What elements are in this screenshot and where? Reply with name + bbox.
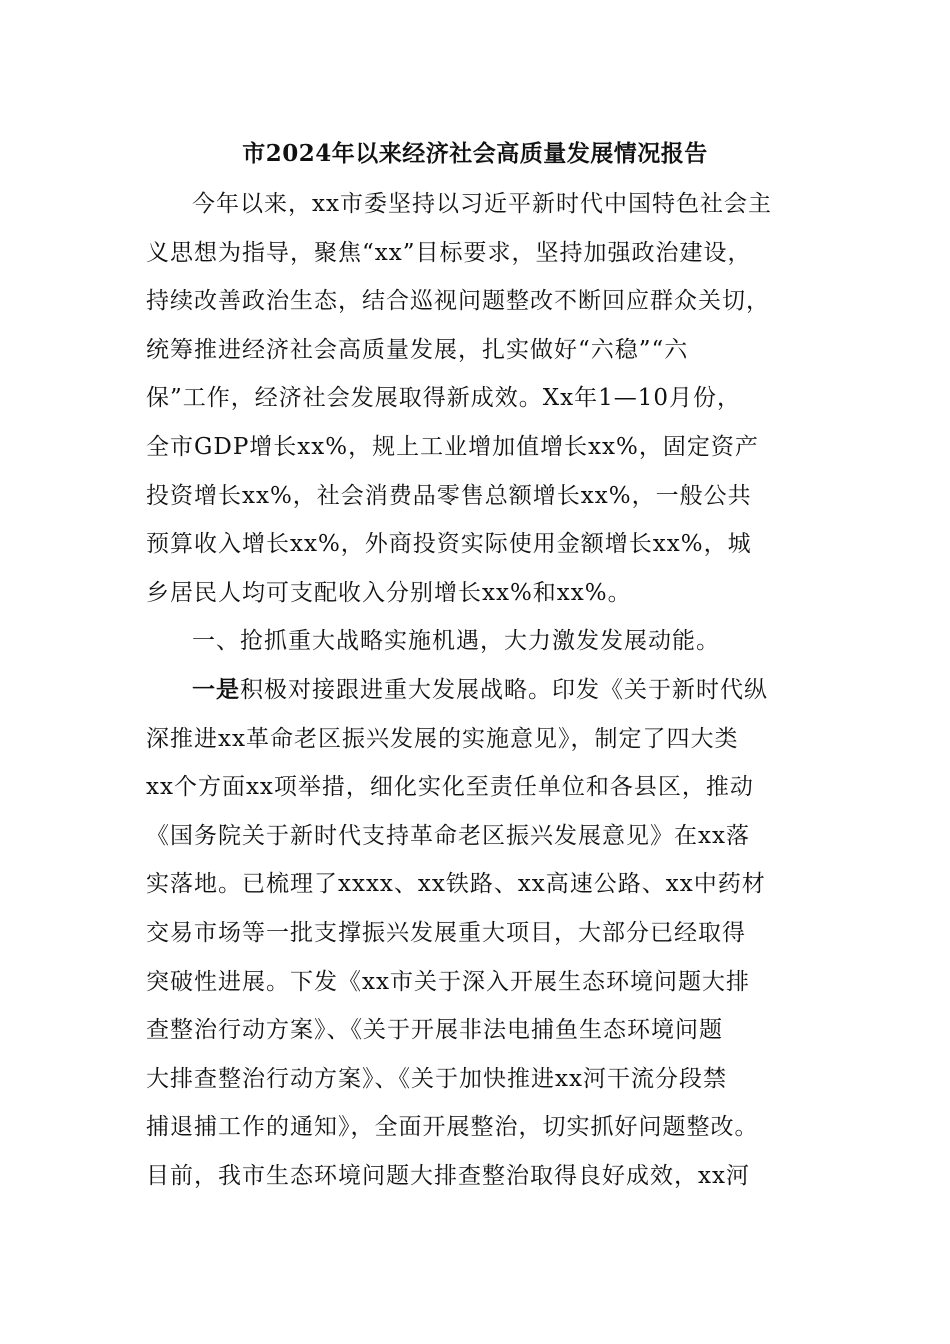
paragraph-line: 持续改善政治生态，结合巡视问题整改不断回应群众关切， <box>146 288 770 315</box>
paragraph-line: 预算收入增长xx%，外商投资实际使用金额增长xx%，城 <box>146 531 752 558</box>
paragraph-line: 全市GDP增长xx%，规上工业增加值增长xx%，固定资产 <box>146 433 759 460</box>
paragraph-line: 深推进xx革命老区振兴发展的实施意见》，制定了四大类 <box>146 725 739 752</box>
document-title: 市2024年以来经济社会高质量发展情况报告 <box>242 140 708 167</box>
paragraph-line: 交易市场等一批支撑振兴发展重大项目，大部分已经取得 <box>146 919 746 946</box>
paragraph-line: 保”工作，经济社会发展取得新成效。Xx年1—10月份， <box>146 385 742 412</box>
paragraph-line: 目前，我市生态环境问题大排查整治取得良好成效，xx河 <box>146 1162 750 1189</box>
paragraph-line: 实落地。已梳理了xxxx、xx铁路、xx高速公路、xx中药材 <box>146 871 766 898</box>
paragraph-line: 投资增长xx%，社会消费品零售总额增长xx%，一般公共 <box>146 482 752 509</box>
paragraph-line-text: 积极对接跟进重大发展战略。印发《关于新时代纵 <box>240 676 768 703</box>
paragraph-line: 乡居民人均可支配收入分别增长xx%和xx%。 <box>146 579 632 606</box>
paragraph-line: 大排查整治行动方案》、《关于加快推进xx河干流分段禁 <box>146 1065 727 1092</box>
paragraph-line: xx个方面xx项举措，细化实化至责任单位和各县区，推动 <box>146 774 754 801</box>
paragraph-line: 义思想为指导，聚焦“xx”目标要求，坚持加强政治建设， <box>146 239 752 266</box>
paragraph-line: 统筹推进经济社会高质量发展，扎实做好“六稳”“六 <box>146 336 689 363</box>
paragraph-line: 捕退捕工作的通知》，全面开展整治，切实抓好问题整改。 <box>146 1114 759 1141</box>
paragraph-line: 查整治行动方案》、《关于开展非法电捕鱼生态环境问题 <box>146 1017 723 1044</box>
paragraph-line: 突破性进展。下发《xx市关于深入开展生态环境问题大排 <box>146 968 750 995</box>
paragraph-line <box>146 666 816 715</box>
paragraph-lead: 一是 <box>192 675 240 703</box>
document-body <box>146 180 816 1200</box>
paragraph-line: 今年以来，xx市委坚持以习近平新时代中国特色社会主 <box>192 191 772 217</box>
paragraph-line: 《国务院关于新时代支持革命老区振兴发展意见》在xx落 <box>146 822 750 849</box>
section-heading: 一、抢抓重大战略实施机遇，大力激发发展动能。 <box>192 628 720 655</box>
